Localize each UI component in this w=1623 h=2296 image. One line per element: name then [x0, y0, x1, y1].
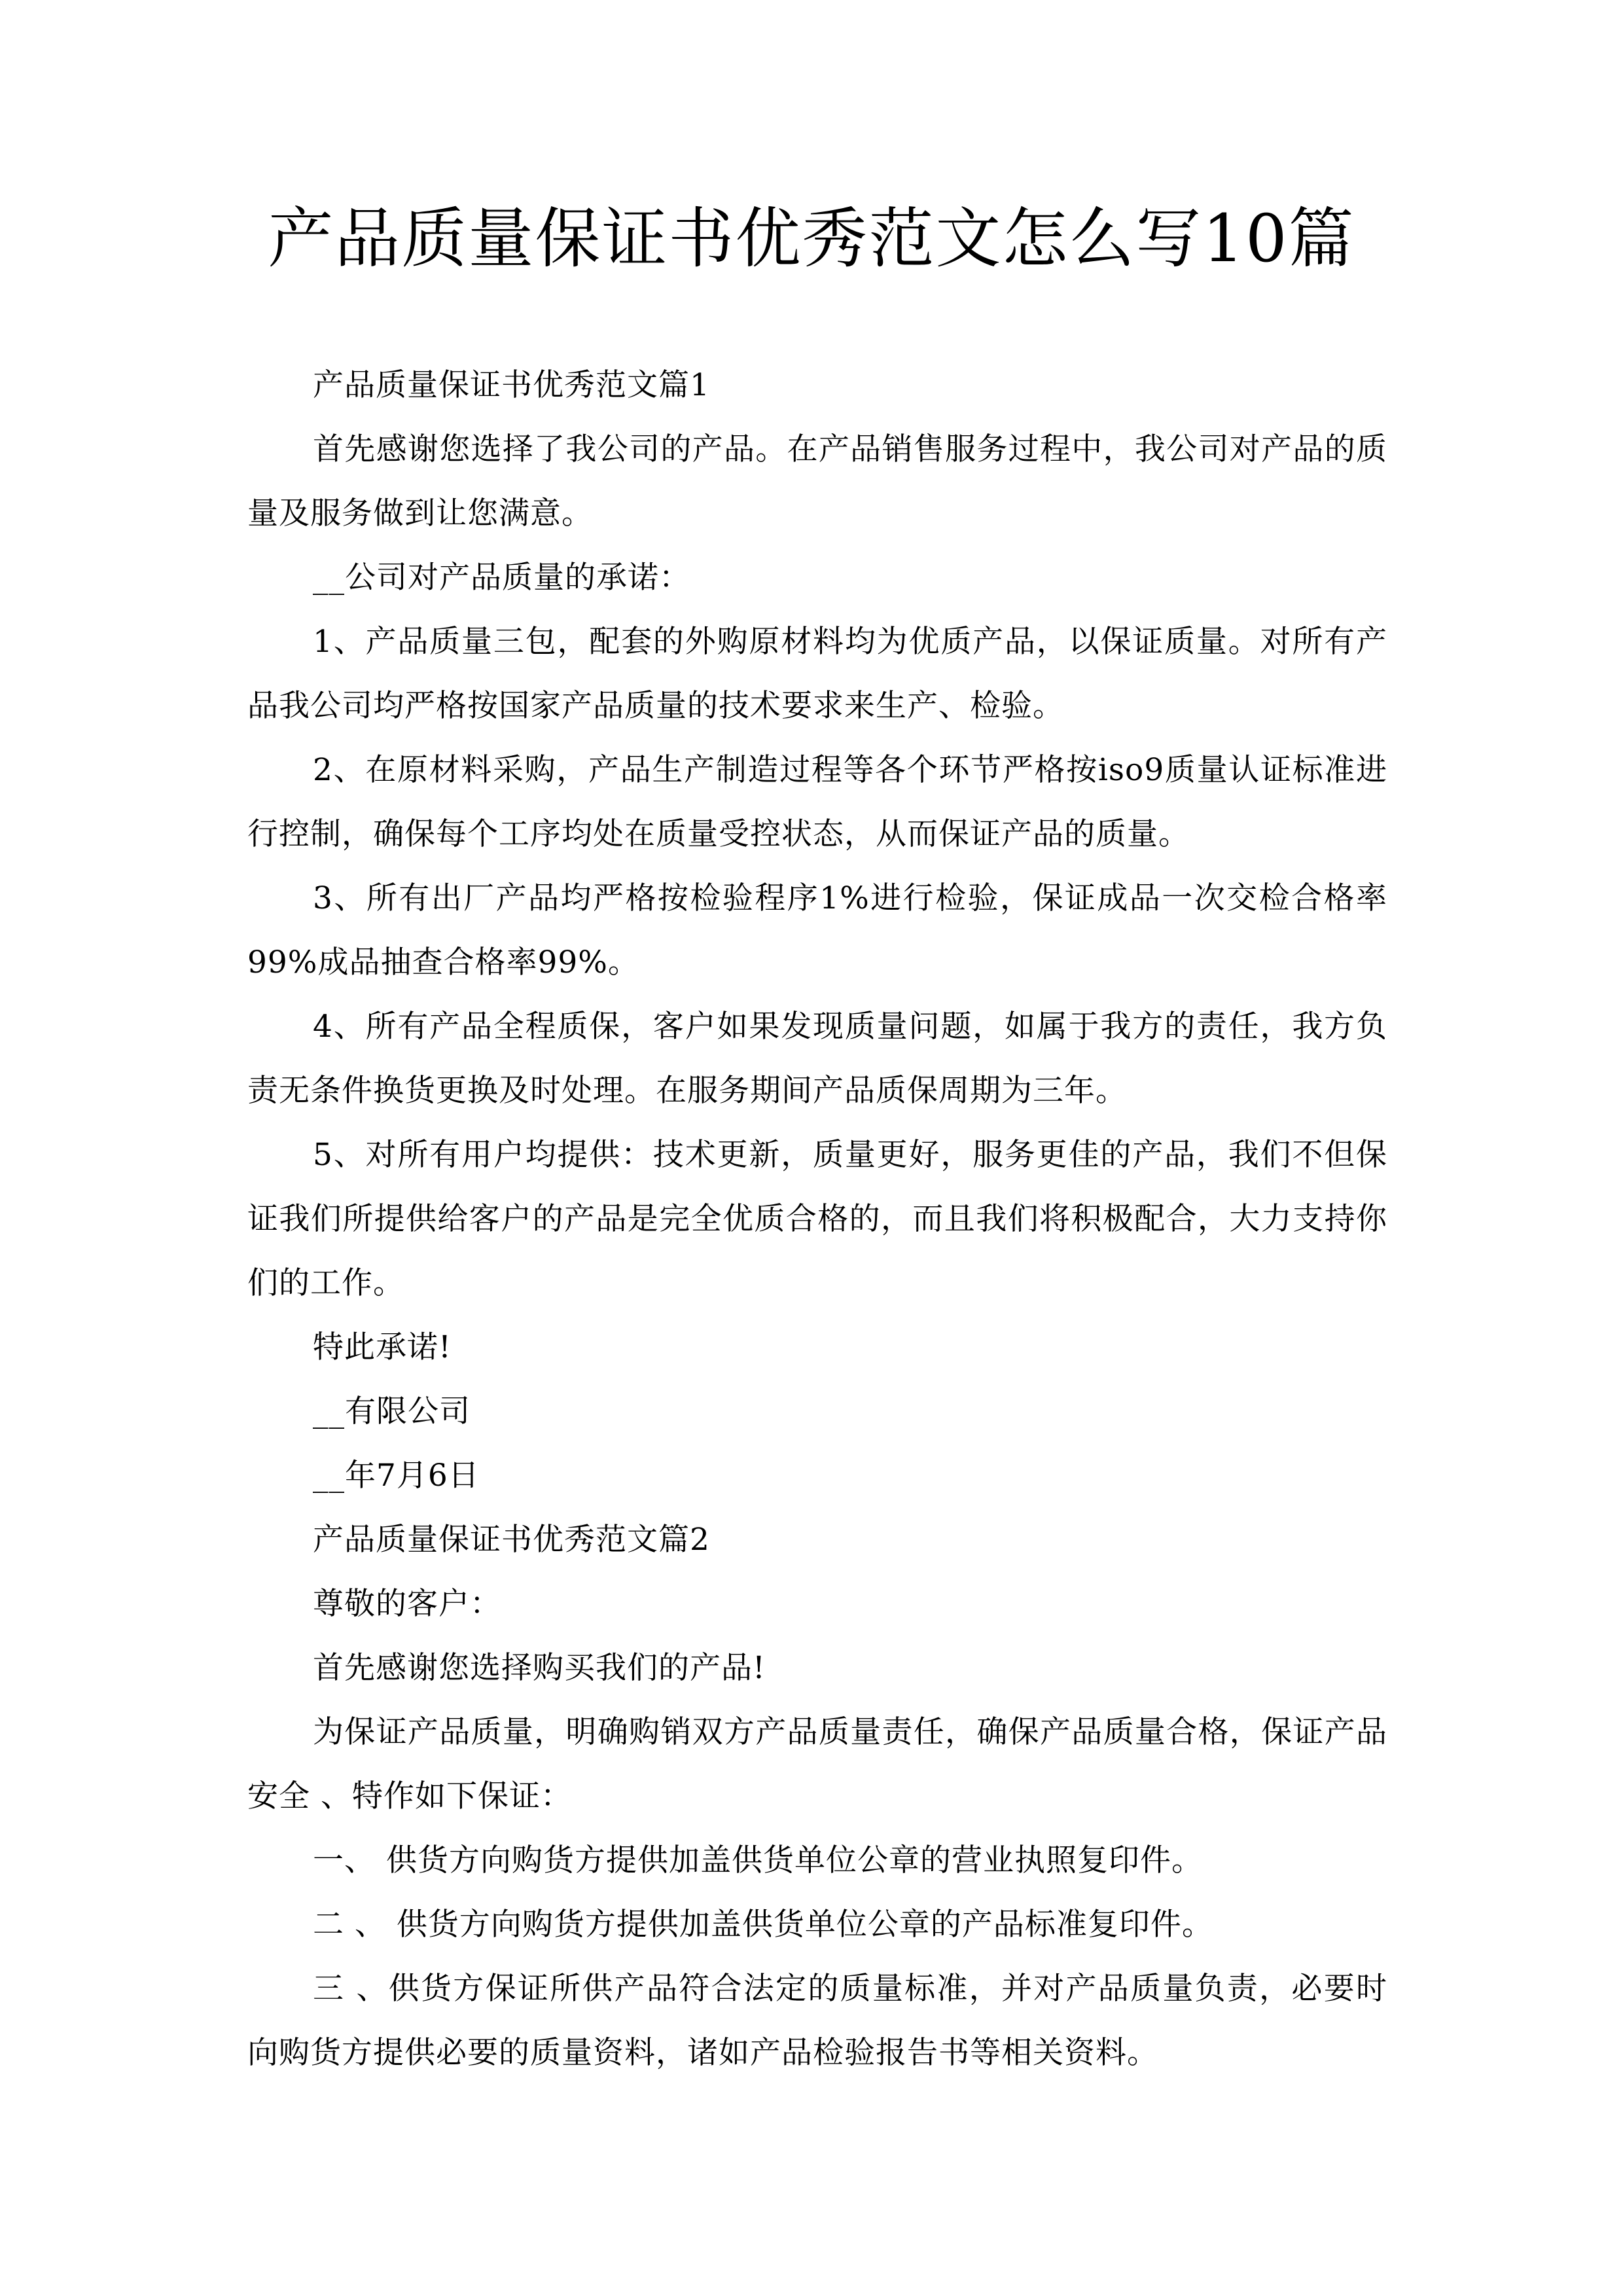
- paragraph-item-3: 3、所有出厂产品均严格按检验程序1%进行检验，保证成品一次交检合格率99%成品抽查合格率99%。: [247, 880, 1387, 980]
- paragraph-intro: 首先感谢您选择了我公司的产品。在产品销售服务过程中，我公司对产品的质量及服务做到让您满意。: [247, 431, 1387, 531]
- paragraph-purpose: 为保证产品质量，明确购销双方产品质量责任，确保产品质量合格，保证产品安全 、特作如下保证：: [247, 1714, 1387, 1814]
- paragraph-item-1: 1、产品质量三包，配套的外购原材料均为优质产品，以保证质量。对所有产品我公司均严格按国家产品质量的技术要求来生产、检验。: [247, 624, 1387, 724]
- document-title: 产品质量保证书优秀范文怎么写10篇: [268, 200, 1355, 277]
- paragraph-clause-1: 一、 供货方向购货方提供加盖供货单位公章的营业执照复印件。: [313, 1842, 1203, 1878]
- section-heading-1: 产品质量保证书优秀范文篇1: [313, 367, 710, 403]
- paragraph-company: __有限公司: [313, 1393, 471, 1429]
- document-body: [247, 353, 1387, 2085]
- paragraph-commitment-heading: __公司对产品质量的承诺：: [313, 560, 690, 596]
- paragraph-item-2: 2、在原材料采购，产品生产制造过程等各个环节严格按iso9质量认证标准进行控制，确保每个工序均处在质量受控状态，从而保证产品的质量。: [247, 752, 1387, 852]
- paragraph-thanks: 首先感谢您选择购买我们的产品!: [313, 1650, 766, 1686]
- paragraph-item-5: 5、对所有用户均提供：技术更新，质量更好，服务更佳的产品，我们不但保证我们所提供给客户的产品是完全优质合格的，而且我们将积极配合，大力支持你们的工作。: [247, 1137, 1387, 1301]
- paragraph-item-4: 4、所有产品全程质保，客户如果发现质量问题，如属于我方的责任，我方负责无条件换货更换及时处理。在服务期间产品质保周期为三年。: [247, 1009, 1387, 1109]
- paragraph-closing: 特此承诺!: [313, 1329, 452, 1365]
- section-heading-2: 产品质量保证书优秀范文篇2: [313, 1522, 710, 1558]
- paragraph-clause-2: 二 、 供货方向购货方提供加盖供货单位公章的产品标准复印件。: [313, 1907, 1213, 1943]
- paragraph-date: __年7月6日: [313, 1458, 480, 1494]
- paragraph-salutation: 尊敬的客户：: [313, 1586, 501, 1622]
- paragraph-clause-3: 三 、供货方保证所供产品符合法定的质量标准，并对产品质量负责，必要时向购货方提供必要的质量资料，诸如产品检验报告书等相关资料。: [247, 1971, 1387, 2071]
